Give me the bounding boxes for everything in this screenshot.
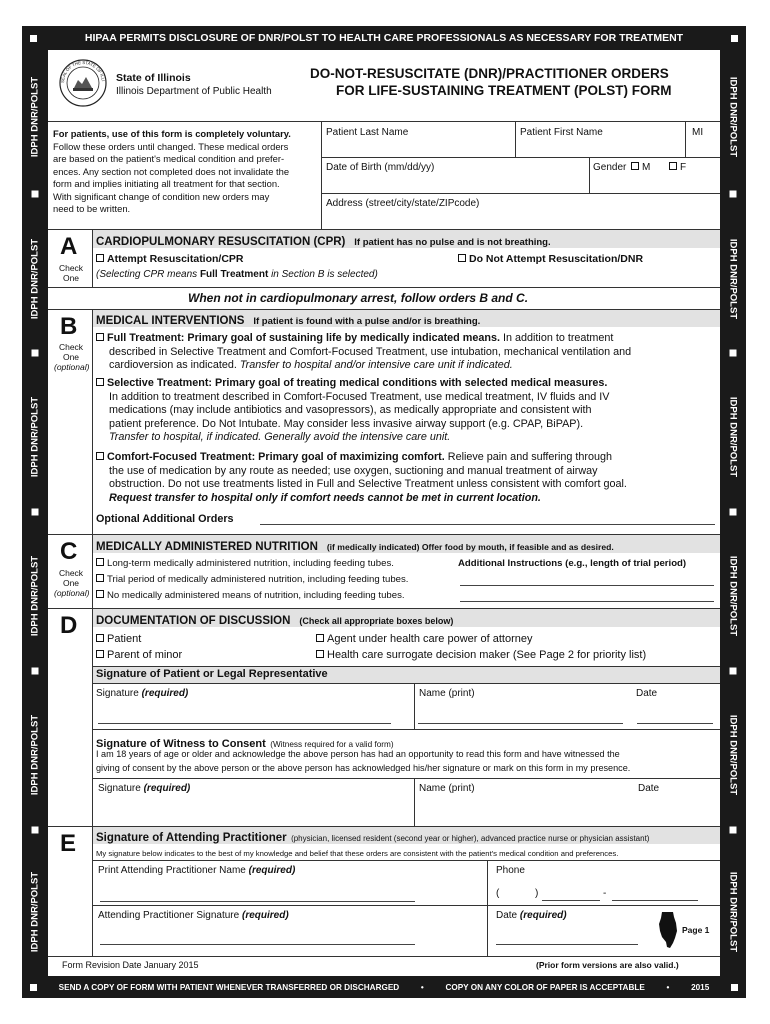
section-a-check: Check (58, 263, 84, 273)
phone-dash: - (603, 888, 607, 899)
patient-last-name-field[interactable]: Patient Last Name (326, 127, 409, 138)
witness-statement-line2: giving of consent by the above person or the above person has acknowledged his/her signature or mark on this form in my presence. (96, 763, 631, 773)
section-a-letter: A (60, 233, 78, 260)
trial-nutrition-option[interactable]: Trial period of medically administered nutrition, including feeding tubes. (96, 574, 408, 585)
additional-instructions-line[interactable] (460, 585, 714, 586)
section-a-heading: CARDIOPULMONARY RESUSCITATION (CPR) If patient has no pulse and is not breathing. (96, 236, 551, 248)
right-side-strip (720, 50, 746, 976)
square-marker-icon (30, 35, 37, 42)
practitioner-signature-label: Attending Practitioner Signature (required) (98, 910, 289, 921)
checkbox-icon[interactable] (96, 634, 104, 642)
phone-prefix-line[interactable] (542, 900, 600, 901)
section-c-letter: C (60, 538, 78, 565)
section-b-one: One (62, 352, 80, 362)
form-body (48, 50, 720, 976)
checkbox-icon[interactable] (96, 650, 104, 658)
gender-male-option[interactable]: M (631, 162, 650, 173)
illinois-seal-icon (58, 58, 108, 108)
seal-text: SEAL OF THE STATE OF ILLI (59, 59, 106, 84)
square-marker-icon (730, 191, 737, 198)
square-marker-icon (731, 984, 738, 991)
checkbox-icon[interactable] (669, 162, 677, 170)
section-e-letter: E (60, 830, 77, 857)
middle-initial-field[interactable]: MI (692, 127, 704, 138)
square-marker-icon (32, 827, 39, 834)
bottom-banner (22, 976, 746, 998)
comfort-treatment-option[interactable]: Comfort-Focused Treatment: Primary goal of maximizing comfort. Relieve pain and suffering through the use of medication by any route as needed; use oxygen, suctioning and manual treatment of airway obstruction. Do not use treatments listed in Full and Selective Treatment unless consistent with comfort goal. Request transfer to hospital only if comfort needs cannot be met in current location. (96, 451, 627, 505)
side-label: IDPH DNR/POLST (727, 555, 739, 637)
side-label: IDPH DNR/POLST (29, 871, 41, 953)
side-label: IDPH DNR/POLST (29, 238, 41, 320)
discussion-patient-option[interactable]: Patient (96, 633, 141, 645)
patient-date-line[interactable] (637, 723, 713, 724)
send-copy-notice: SEND A COPY OF FORM WITH PATIENT WHENEVER TRANSFERRED OR DISCHARGED (58, 982, 400, 992)
no-nutrition-option[interactable]: No medically administered means of nutrition, including feeding tubes. (96, 590, 405, 601)
bullet-separator: • (420, 982, 424, 992)
checkbox-icon[interactable] (96, 558, 104, 566)
section-b-check: Check (58, 342, 84, 352)
section-d-heading: DOCUMENTATION OF DISCUSSION (Check all appropriate boxes below) (96, 615, 454, 627)
witness-statement-line1: I am 18 years of age or older and acknowledge the above person has had an opportunity to read this form and have witnessed the (96, 749, 620, 759)
phone-number-line[interactable] (612, 900, 698, 901)
patient-first-name-field[interactable]: Patient First Name (520, 127, 603, 138)
side-label: IDPH DNR/POLST (727, 714, 739, 796)
date-of-birth-field[interactable]: Date of Birth (mm/dd/yy) (326, 162, 435, 173)
square-marker-icon (730, 668, 737, 675)
patient-signature-heading: Signature of Patient or Legal Representative (96, 668, 328, 680)
checkbox-icon[interactable] (96, 574, 104, 582)
patient-signature-label: Signature (required) (96, 688, 189, 699)
copy-color-notice: COPY ON ANY COLOR OF PAPER IS ACCEPTABLE (445, 982, 645, 992)
page-number: Page 1 (682, 925, 710, 935)
practitioner-name-label: Print Attending Practitioner Name (required) (98, 865, 296, 876)
form-title-line1: DO-NOT-RESUSCITATE (DNR)/PRACTITIONER ORDERS (310, 66, 669, 81)
checkbox-icon[interactable] (96, 452, 104, 460)
between-instruction: When not in cardiopulmonary arrest, follow orders B and C. (188, 291, 529, 305)
address-field[interactable]: Address (street/city/state/ZIPcode) (326, 198, 480, 209)
practitioner-date-label: Date (required) (496, 910, 567, 921)
checkbox-icon[interactable] (631, 162, 639, 170)
revision-date: Form Revision Date January 2015 (62, 960, 199, 970)
form-title-line2: FOR LIFE-SUSTAINING TREATMENT (POLST) FORM (336, 83, 672, 98)
side-label: IDPH DNR/POLST (727, 396, 739, 478)
form-year: 2015 (691, 982, 710, 992)
gender-label: Gender (593, 162, 627, 173)
side-label: IDPH DNR/POLST (727, 76, 739, 158)
witness-heading: Signature of Witness to Consent (Witness required for a valid form) (96, 738, 394, 750)
top-banner (22, 26, 746, 50)
section-b-letter: B (60, 313, 78, 340)
checkbox-icon[interactable] (96, 254, 104, 262)
left-side-strip (22, 50, 48, 976)
selective-treatment-option[interactable]: Selective Treatment: Primary goal of treating medical conditions with selected medical measures. In addition to treatment described in Comfort-Focused Treatment, use medical treatment, IV fluids and IV medications (may include antibiotics and vasopressors), as medically appropriate and consistent with patient preference. Do Not Intubate. May consider less invasive airway support (e.g. CPAP, BiPAP). Transfer to hospital, if indicated. Generally avoid the intensive care unit. (96, 377, 610, 445)
checkbox-icon[interactable] (96, 333, 104, 341)
checkbox-icon[interactable] (316, 650, 324, 658)
phone-area-close: ) (535, 888, 539, 899)
patient-name-line[interactable] (418, 723, 623, 724)
section-a-one: One (62, 273, 80, 283)
side-label: IDPH DNR/POLST (727, 871, 739, 953)
gender-female-option[interactable]: F (669, 162, 686, 173)
state-name: State of Illinois (116, 72, 191, 84)
side-label: IDPH DNR/POLST (727, 238, 739, 320)
side-label: IDPH DNR/POLST (29, 76, 41, 158)
phone-area-open: ( (496, 888, 500, 899)
prior-versions-note: (Prior form versions are also valid.) (536, 960, 679, 970)
section-c-one: One (62, 578, 80, 588)
bullet-separator: • (666, 982, 670, 992)
patient-signature-line[interactable] (98, 723, 391, 724)
practitioner-name-line[interactable] (100, 901, 415, 902)
phone-label: Phone (496, 865, 525, 876)
side-label: IDPH DNR/POLST (29, 555, 41, 637)
patient-date-label: Date (636, 688, 658, 699)
patient-name-print-label: Name (print) (419, 688, 475, 699)
department-name: Illinois Department of Public Health (116, 86, 272, 97)
square-marker-icon (730, 827, 737, 834)
side-label: IDPH DNR/POLST (29, 714, 41, 796)
illinois-map-icon (658, 911, 678, 949)
practitioner-statement: My signature below indicates to the best of my knowledge and belief that these orders are consistent with the patient's medical condition and preferences. (96, 849, 619, 858)
practitioner-signature-line[interactable] (100, 944, 415, 945)
optional-orders-line[interactable] (260, 524, 715, 525)
discussion-agent-option[interactable]: Agent under health care power of attorney (316, 633, 532, 645)
voluntary-notice: For patients, use of this form is completely voluntary. Follow these orders until changed. These medical orders are based on the patient's medical condition and prefer- ences. Any section not completed does not invalidate the form and implies initiating all treatment for that section. With significant change of condition new orders may need to be written. (53, 128, 291, 214)
checkbox-icon[interactable] (458, 254, 466, 262)
additional-instructions-label: Additional Instructions (e.g., length of trial period) (458, 558, 687, 569)
full-treatment-option[interactable]: Full Treatment: Primary goal of sustaining life by medically indicated means. In addition to treatment described in Selective Treatment and Comfort-Focused Treatment, use intubation, mechanical ventilation and cardioversion as indicated. Transfer to hospital and/or intensive care unit if indicated. (96, 332, 631, 373)
hipaa-notice: HIPAA PERMITS DISCLOSURE OF DNR/POLST TO HEALTH CARE PROFESSIONALS AS NECESSARY FOR TREATMENT (84, 32, 684, 44)
section-b-optional: (optional) (54, 362, 90, 372)
side-label: IDPH DNR/POLST (29, 396, 41, 478)
discussion-parent-option[interactable]: Parent of minor (96, 649, 182, 661)
practitioner-date-line[interactable] (496, 944, 638, 945)
witness-date-label: Date (638, 783, 660, 794)
cpr-note: (Selecting CPR means Full Treatment in Section B is selected) (96, 269, 378, 280)
optional-orders-label: Optional Additional Orders (96, 513, 234, 525)
attempt-cpr-option[interactable]: Attempt Resuscitation/CPR (96, 253, 244, 265)
square-marker-icon (731, 35, 738, 42)
section-e-heading: Signature of Attending Practitioner (physician, licensed resident (second year or higher), advanced practice nurse or physician assistant) (96, 832, 650, 844)
witness-signature-label: Signature (required) (98, 783, 191, 794)
witness-name-print-label: Name (print) (419, 783, 475, 794)
square-marker-icon (32, 350, 39, 357)
section-b-heading: MEDICAL INTERVENTIONS If patient is found with a pulse and/or is breathing. (96, 315, 481, 327)
discussion-surrogate-option[interactable]: Health care surrogate decision maker (See Page 2 for priority list) (316, 649, 646, 661)
section-d-letter: D (60, 612, 78, 639)
square-marker-icon (730, 350, 737, 357)
square-marker-icon (32, 668, 39, 675)
section-c-heading: MEDICALLY ADMINISTERED NUTRITION (if medically indicated) Offer food by mouth, if feasible and as desired. (96, 541, 614, 553)
additional-instructions-line[interactable] (460, 601, 714, 602)
square-marker-icon (30, 984, 37, 991)
square-marker-icon (32, 191, 39, 198)
checkbox-icon[interactable] (96, 590, 104, 598)
long-term-nutrition-option[interactable]: Long-term medically administered nutrition, including feeding tubes. (96, 558, 394, 569)
checkbox-icon[interactable] (96, 378, 104, 386)
square-marker-icon (32, 509, 39, 516)
section-c-optional: (optional) (54, 588, 90, 598)
section-c-check: Check (58, 568, 84, 578)
checkbox-icon[interactable] (316, 634, 324, 642)
square-marker-icon (730, 509, 737, 516)
dnr-option[interactable]: Do Not Attempt Resuscitation/DNR (458, 253, 643, 265)
